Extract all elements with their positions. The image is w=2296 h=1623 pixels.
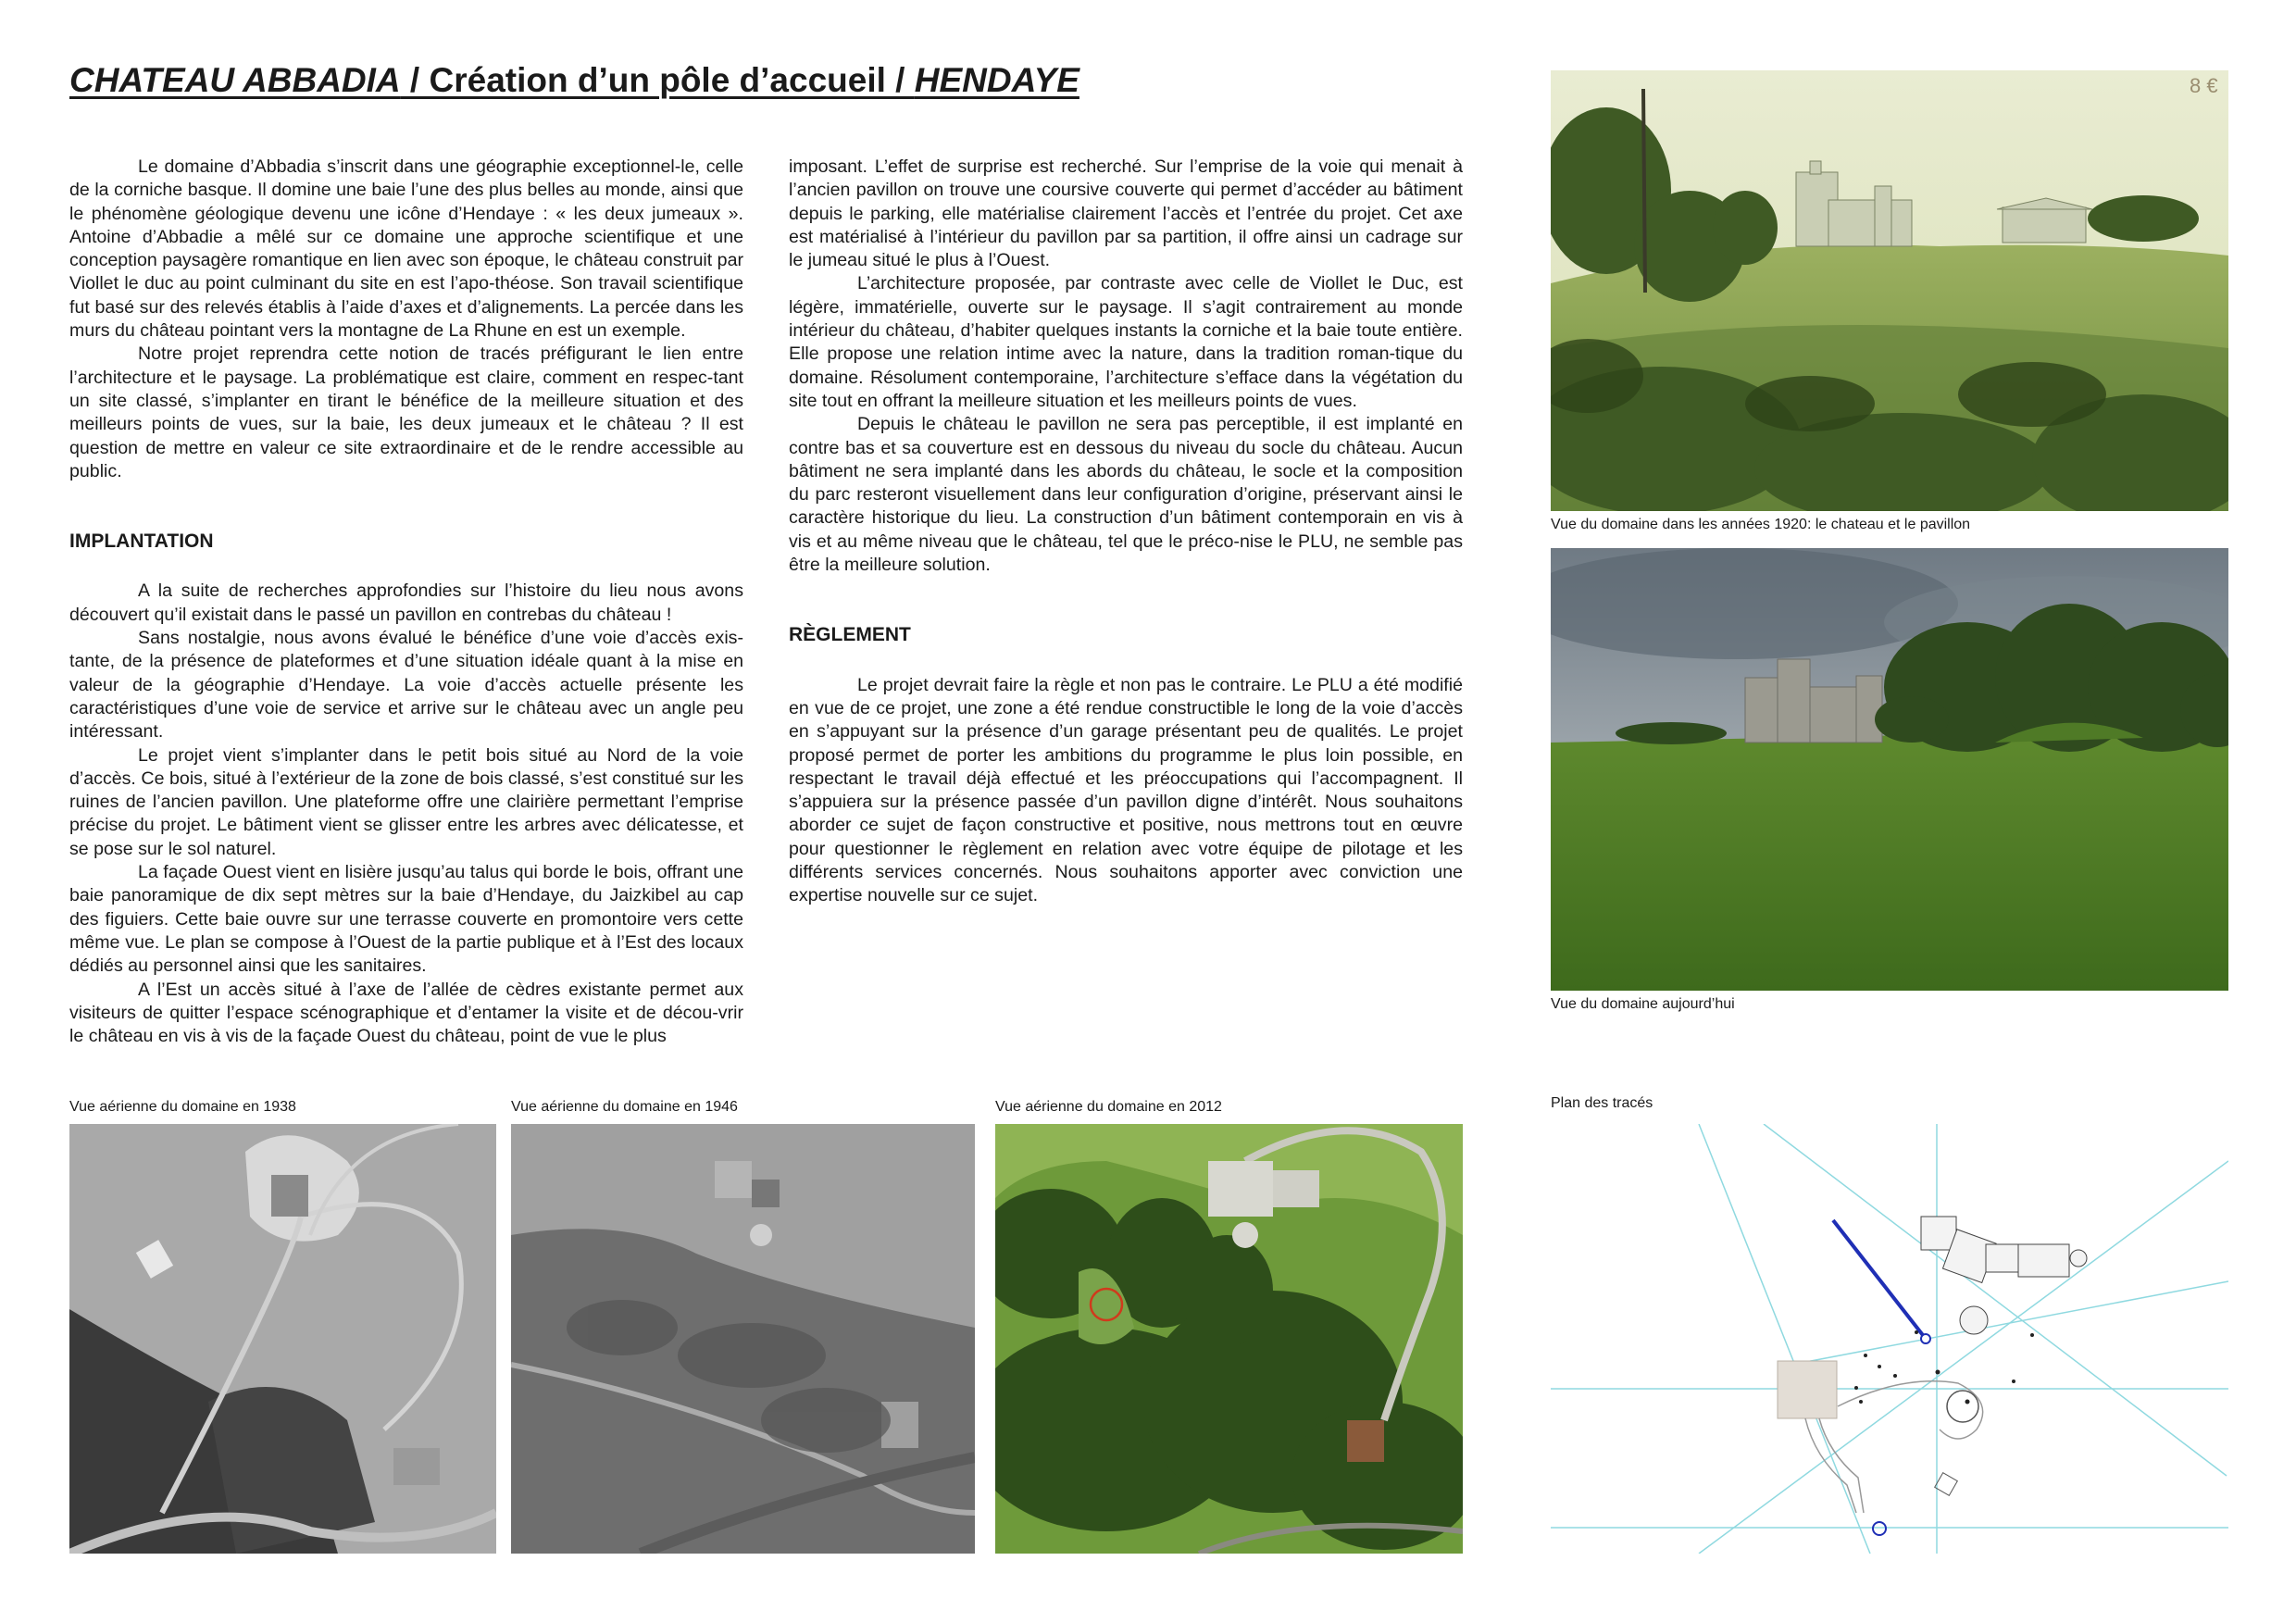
photo-today	[1551, 548, 2228, 991]
continuation-paragraph: imposant. L’effet de surprise est recherché. Sur l’emprise de la voie qui menait à l’ancien pavillon on trouve une coursive couverte qui permet d’accéder au bâtiment depuis le parking, elle matérialise clairement l’accès et l’entrée du projet. Cet axe est matérialisé à l’intérieur du pavillon par sa partition, il offre ainsi un cadrage sur le jumeau situé le plus à l’Ouest.	[789, 156, 1463, 271]
aerial-1946	[511, 1124, 975, 1554]
aerial-2012-image	[995, 1124, 1463, 1554]
caption-photo-today: Vue du domaine aujourd’hui	[1551, 996, 1735, 1012]
architecture-paragraph: L’architecture proposée, par contraste avec celle de Viollet le Duc, est légère, immatérielle, ouverte sur le paysage. Il s’agit contrairement au monde intérieur du château, d’habiter quelques instants la corniche et la baie toute entière. Elle propose une relation intime avec la nature, dans la tradition roman-tique du domaine. Résolument contemporaine, l’architecture s’efface dans la végétation du site tout en offrant la meilleure situation et les meilleurs points de vues.	[789, 273, 1463, 411]
title-part2: HENDAYE	[914, 61, 1079, 99]
perception-paragraph: Depuis le château le pavillon ne sera pas perceptible, il est implanté en contre bas et sa couverture est en dessous du niveau du socle du château. Aucun bâtiment ne sera implanté dans les abords du château, le socle et la composition du parc resteront visuellement dans leur configuration d’origine, préservant ainsi le caractère historique du lieu. La construction d’un bâtiment contemporain en vis à vis et au même niveau que le château, tel que le préco-nise le PLU, ne semble pas être la meilleure solution.	[789, 414, 1463, 576]
caption-plan: Plan des tracés	[1551, 1095, 1653, 1111]
photo-today-image	[1551, 548, 2228, 991]
aerial-2012	[995, 1124, 1463, 1554]
intro-paragraph-1: Le domaine d’Abbadia s’inscrit dans une géographie exceptionnel-le, celle de la corniche basque. Il domine une baie l’une des plus belles au monde, ainsi que le phénomène géologique devenu une icône d’Hendaye : « les deux jumeaux ». Antoine d’Abbadie a mêlé sur ce domaine une approche scientifique et une conception paysagère romantique en lien avec son époque, le château construit par Viollet le duc au point culminant du site en est l’apo-théose. Son travail scientifique fut basé sur des relevés établis à l’aide d’axes et d’alignements. La percée dans les murs du château pointant vers la montagne de La Rhune en est un exemple.	[69, 156, 743, 342]
plan-traces-drawing	[1551, 1124, 2228, 1554]
text-column-2	[789, 156, 1463, 908]
implantation-paragraph-1: A la suite de recherches approfondies sur l’histoire du lieu nous avons découvert qu’il existait dans le passé un pavillon en contrebas du château !	[69, 581, 743, 625]
aerial-1938	[69, 1124, 496, 1554]
page-title	[69, 61, 1514, 100]
implantation-paragraph-2: Sans nostalgie, nous avons évalué le bénéfice d’une voie d’accès exis-tante, de la présence de plateformes et d’une situation idéale quant à la mise en valeur de la géographie d’Hendaye. La voie d’accès actuelle présente les caractéristiques d’une voie de service et arrive sur le château avec un angle peu intéressant.	[69, 628, 743, 743]
reglement-paragraph: Le projet devrait faire la règle et non pas le contraire. Le PLU a été modifié en vue de ce projet, une zone a été rendue constructible le long de la voie d’accès en s’appuyant sur la présence d’un garage présentant peu de qualités. Le projet proposé permet de porter les ambitions du programme le plus loin possible, en respectant le travail déjà effectué et les préoccupations qui l’accompagnent. Il s’appuiera sur la présence passée d’un pavillon digne d’intérêt. Nous souhaitons aborder ce sujet de façon constructive et positive, nous mettrons tout en œuvre pour questionner le règlement en relation avec votre équipe de pilotage et les différents services concernés. Nous souhaitons apporter avec conviction une expertise nouvelle sur ce sujet.	[789, 674, 1463, 906]
implantation-paragraph-5: A l’Est un accès situé à l’axe de l’allée de cèdres existante permet aux visiteurs de quitter l’espace scénographique et d’entamer la visite et de décou-vrir le château en vis à vis de la façade Ouest du château, point de vue le plus	[69, 979, 743, 1047]
implantation-heading: IMPLANTATION	[69, 531, 214, 553]
aerial-1946-image	[511, 1124, 975, 1554]
intro-paragraph-2: Notre projet reprendra cette notion de tracés préfigurant le lien entre l’architecture et le paysage. La problématique est claire, comment en respec-tant un site classé, s’implanter en tirant le bénéfice de la meilleure situation et des meilleurs points de vues, sur la baie, les deux jumeaux et le château ? Il est question de mettre en valeur ce site extraordinaire et de le rendre accessible au public.	[69, 343, 743, 481]
plan-axis-endpoint	[1921, 1334, 1930, 1343]
implantation-paragraph-3: Le projet vient s’implanter dans le petit bois situé au Nord de la voie d’accès. Ce bois, situé à l’extérieur de la zone de bois classé, s’est constitué sur les ruines de l’ancien pavillon. Une plateforme offre une clairière permettant l’emprise précise du projet. Le bâtiment vient se glisser entre les arbres avec délicatesse, et se pose sur le sol naturel.	[69, 744, 743, 859]
title-part1: CHATEAU ABBADIA	[69, 61, 401, 99]
plan-pavilion	[1778, 1361, 1837, 1418]
caption-aerial-1946: Vue aérienne du domaine en 1946	[511, 1099, 738, 1115]
caption-photo-1920s: Vue du domaine dans les années 1920: le chateau et le pavillon	[1551, 517, 1971, 532]
caption-aerial-2012: Vue aérienne du domaine en 2012	[995, 1099, 1222, 1115]
title-sep: / Création d’un pôle d’accueil /	[400, 61, 915, 99]
photo-1920s	[1551, 70, 2228, 511]
photo-1920s-image	[1551, 70, 2228, 511]
implantation-paragraph-4: La façade Ouest vient en lisière jusqu’au talus qui borde le bois, offrant une baie panoramique de dix sept mètres sur la baie d’Hendaye, du Jaizkibel au cap des figuiers. Cette baie ouvre sur une terrasse couverte en promontoire vers cette même vue. Le plan se compose à l’Ouest de la partie publique et à l’Est des locaux dédiés au personnel ainsi que les sanitaires.	[69, 862, 743, 977]
text-column-1	[69, 156, 743, 1048]
caption-aerial-1938: Vue aérienne du domaine en 1938	[69, 1099, 296, 1115]
plan-traces	[1551, 1124, 2228, 1554]
reglement-heading: RÈGLEMENT	[789, 624, 911, 646]
aerial-1938-image	[69, 1124, 496, 1554]
photo-page-number: 8 €	[2190, 74, 2218, 97]
